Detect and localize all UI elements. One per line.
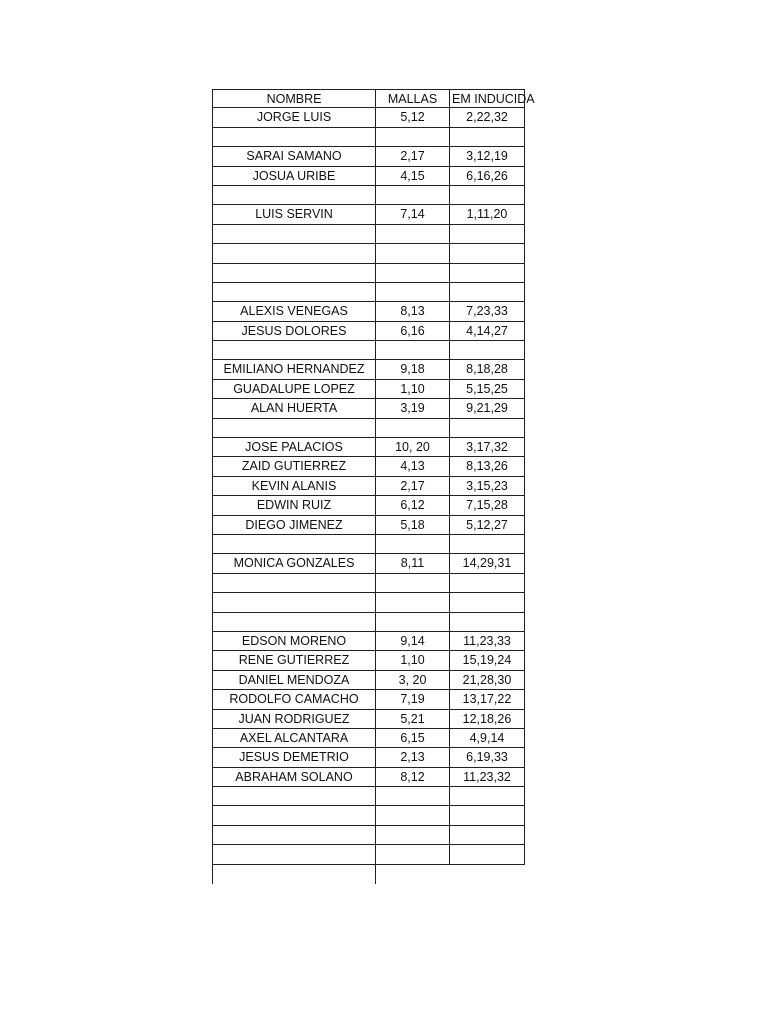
table-body bbox=[212, 108, 532, 864]
cell-inducida[interactable]: 6,19,33 bbox=[450, 748, 525, 767]
cell-mallas[interactable] bbox=[376, 283, 450, 302]
table-row bbox=[212, 554, 532, 573]
cell-mallas[interactable]: 1,10 bbox=[376, 651, 450, 670]
trailing-row bbox=[212, 865, 532, 884]
table-row bbox=[212, 419, 532, 438]
cell-nombre[interactable]: JOSE PALACIOS bbox=[212, 438, 376, 457]
cell-inducida[interactable] bbox=[450, 186, 525, 205]
trailing-cell-mallas[interactable] bbox=[376, 865, 450, 884]
cell-inducida[interactable]: 6,16,26 bbox=[450, 167, 525, 186]
cell-nombre[interactable] bbox=[212, 593, 376, 612]
cell-nombre[interactable]: RODOLFO CAMACHO bbox=[212, 690, 376, 709]
cell-mallas[interactable]: 10, 20 bbox=[376, 438, 450, 457]
cell-inducida[interactable] bbox=[450, 613, 525, 632]
cell-inducida[interactable]: 15,19,24 bbox=[450, 651, 525, 670]
cell-inducida[interactable]: 5,15,25 bbox=[450, 380, 525, 399]
cell-mallas[interactable]: 1,10 bbox=[376, 380, 450, 399]
cell-inducida[interactable] bbox=[450, 806, 525, 825]
cell-nombre[interactable] bbox=[212, 225, 376, 244]
table-row bbox=[212, 477, 532, 496]
header-inducida[interactable]: EM INDUCIDA bbox=[450, 89, 525, 108]
cell-nombre[interactable]: ZAID GUTIERREZ bbox=[212, 457, 376, 476]
cell-mallas[interactable] bbox=[376, 826, 450, 845]
cell-inducida[interactable]: 14,29,31 bbox=[450, 554, 525, 573]
table-row bbox=[212, 341, 532, 360]
cell-nombre[interactable]: EDWIN RUIZ bbox=[212, 496, 376, 515]
table-row bbox=[212, 574, 532, 593]
table-row bbox=[212, 147, 532, 166]
cell-mallas[interactable]: 3,19 bbox=[376, 399, 450, 418]
table-row bbox=[212, 826, 532, 845]
table-row bbox=[212, 593, 532, 612]
cell-nombre[interactable]: JUAN RODRIGUEZ bbox=[212, 710, 376, 729]
cell-nombre[interactable] bbox=[212, 341, 376, 360]
trailing-cell-nombre[interactable] bbox=[212, 865, 376, 884]
cell-inducida[interactable] bbox=[450, 244, 525, 263]
table-row bbox=[212, 516, 532, 535]
cell-nombre[interactable]: JOSUA URIBE bbox=[212, 167, 376, 186]
cell-mallas[interactable]: 2,13 bbox=[376, 748, 450, 767]
cell-mallas[interactable] bbox=[376, 186, 450, 205]
cell-nombre[interactable] bbox=[212, 845, 376, 864]
cell-nombre[interactable]: ALEXIS VENEGAS bbox=[212, 302, 376, 321]
cell-nombre[interactable] bbox=[212, 574, 376, 593]
cell-inducida[interactable]: 1,11,20 bbox=[450, 205, 525, 224]
cell-mallas[interactable] bbox=[376, 574, 450, 593]
cell-inducida[interactable] bbox=[450, 787, 525, 806]
table-row bbox=[212, 613, 532, 632]
cell-nombre[interactable]: DIEGO JIMENEZ bbox=[212, 516, 376, 535]
cell-inducida[interactable]: 4,14,27 bbox=[450, 322, 525, 341]
cell-inducida[interactable] bbox=[450, 225, 525, 244]
table-row bbox=[212, 244, 532, 263]
table-row bbox=[212, 710, 532, 729]
cell-mallas[interactable] bbox=[376, 244, 450, 263]
cell-inducida[interactable]: 8,13,26 bbox=[450, 457, 525, 476]
cell-mallas[interactable] bbox=[376, 787, 450, 806]
cell-mallas[interactable] bbox=[376, 593, 450, 612]
cell-inducida[interactable]: 12,18,26 bbox=[450, 710, 525, 729]
cell-inducida[interactable]: 2,22,32 bbox=[450, 108, 525, 127]
table-row bbox=[212, 322, 532, 341]
cell-nombre[interactable] bbox=[212, 535, 376, 554]
cell-nombre[interactable]: ALAN HUERTA bbox=[212, 399, 376, 418]
cell-mallas[interactable]: 6,16 bbox=[376, 322, 450, 341]
table-row bbox=[212, 302, 532, 321]
cell-mallas[interactable]: 2,17 bbox=[376, 477, 450, 496]
cell-mallas[interactable] bbox=[376, 128, 450, 147]
cell-mallas[interactable] bbox=[376, 845, 450, 864]
cell-inducida[interactable] bbox=[450, 845, 525, 864]
cell-mallas[interactable] bbox=[376, 341, 450, 360]
cell-nombre[interactable]: EDSON MORENO bbox=[212, 632, 376, 651]
cell-nombre[interactable]: JESUS DEMETRIO bbox=[212, 748, 376, 767]
table-row bbox=[212, 167, 532, 186]
cell-mallas[interactable]: 2,17 bbox=[376, 147, 450, 166]
cell-inducida[interactable]: 11,23,33 bbox=[450, 632, 525, 651]
cell-mallas[interactable] bbox=[376, 264, 450, 283]
header-mallas[interactable]: MALLAS bbox=[376, 89, 450, 108]
cell-mallas[interactable] bbox=[376, 806, 450, 825]
cell-mallas[interactable]: 4,15 bbox=[376, 167, 450, 186]
table-row bbox=[212, 651, 532, 670]
cell-inducida[interactable]: 5,12,27 bbox=[450, 516, 525, 535]
table-row bbox=[212, 845, 532, 864]
cell-inducida[interactable]: 8,18,28 bbox=[450, 360, 525, 379]
cell-mallas[interactable]: 5,21 bbox=[376, 710, 450, 729]
cell-mallas[interactable] bbox=[376, 535, 450, 554]
cell-nombre[interactable]: RENE GUTIERREZ bbox=[212, 651, 376, 670]
cell-nombre[interactable] bbox=[212, 806, 376, 825]
cell-mallas[interactable] bbox=[376, 225, 450, 244]
table-row bbox=[212, 632, 532, 651]
table-row bbox=[212, 399, 532, 418]
cell-inducida[interactable] bbox=[450, 341, 525, 360]
cell-nombre[interactable] bbox=[212, 186, 376, 205]
cell-mallas[interactable]: 5,12 bbox=[376, 108, 450, 127]
cell-inducida[interactable] bbox=[450, 574, 525, 593]
table-row bbox=[212, 768, 532, 787]
cell-inducida[interactable] bbox=[450, 419, 525, 438]
cell-nombre[interactable] bbox=[212, 787, 376, 806]
cell-mallas[interactable]: 8,11 bbox=[376, 554, 450, 573]
cell-nombre[interactable]: AXEL ALCANTARA bbox=[212, 729, 376, 748]
table-row bbox=[212, 380, 532, 399]
cell-nombre[interactable]: JESUS DOLORES bbox=[212, 322, 376, 341]
table-row bbox=[212, 690, 532, 709]
cell-nombre[interactable]: KEVIN ALANIS bbox=[212, 477, 376, 496]
table-row bbox=[212, 108, 532, 127]
header-row bbox=[212, 89, 535, 108]
table-row bbox=[212, 457, 532, 476]
cell-inducida[interactable] bbox=[450, 128, 525, 147]
cell-nombre[interactable]: DANIEL MENDOZA bbox=[212, 671, 376, 690]
cell-inducida[interactable]: 3,12,19 bbox=[450, 147, 525, 166]
cell-inducida[interactable] bbox=[450, 535, 525, 554]
table-row bbox=[212, 264, 532, 283]
cell-mallas[interactable]: 9,14 bbox=[376, 632, 450, 651]
cell-inducida[interactable]: 7,15,28 bbox=[450, 496, 525, 515]
cell-inducida[interactable] bbox=[450, 826, 525, 845]
cell-nombre[interactable]: ABRAHAM SOLANO bbox=[212, 768, 376, 787]
cell-nombre[interactable]: MONICA GONZALES bbox=[212, 554, 376, 573]
spreadsheet-table bbox=[212, 89, 535, 884]
cell-nombre[interactable] bbox=[212, 826, 376, 845]
cell-mallas[interactable]: 7,19 bbox=[376, 690, 450, 709]
cell-mallas[interactable]: 3, 20 bbox=[376, 671, 450, 690]
cell-inducida[interactable]: 4,9,14 bbox=[450, 729, 525, 748]
cell-mallas[interactable]: 7,14 bbox=[376, 205, 450, 224]
cell-nombre[interactable]: JORGE LUIS bbox=[212, 108, 376, 127]
table-row bbox=[212, 748, 532, 767]
table-row bbox=[212, 128, 532, 147]
table-row bbox=[212, 671, 532, 690]
table-row bbox=[212, 535, 532, 554]
cell-nombre[interactable]: SARAI SAMANO bbox=[212, 147, 376, 166]
table-row bbox=[212, 496, 532, 515]
cell-inducida[interactable]: 3,15,23 bbox=[450, 477, 525, 496]
table-row bbox=[212, 438, 532, 457]
table-row bbox=[212, 729, 532, 748]
cell-inducida[interactable]: 3,17,32 bbox=[450, 438, 525, 457]
cell-nombre[interactable] bbox=[212, 419, 376, 438]
cell-mallas[interactable] bbox=[376, 613, 450, 632]
cell-nombre[interactable] bbox=[212, 264, 376, 283]
cell-mallas[interactable]: 5,18 bbox=[376, 516, 450, 535]
cell-mallas[interactable] bbox=[376, 419, 450, 438]
header-nombre[interactable]: NOMBRE bbox=[212, 89, 376, 108]
cell-mallas[interactable]: 8,12 bbox=[376, 768, 450, 787]
cell-nombre[interactable] bbox=[212, 613, 376, 632]
cell-nombre[interactable]: LUIS SERVIN bbox=[212, 205, 376, 224]
cell-inducida[interactable]: 7,23,33 bbox=[450, 302, 525, 321]
table-row bbox=[212, 787, 532, 806]
table-row bbox=[212, 186, 532, 205]
cell-nombre[interactable]: GUADALUPE LOPEZ bbox=[212, 380, 376, 399]
cell-nombre[interactable] bbox=[212, 283, 376, 302]
cell-mallas[interactable]: 4,13 bbox=[376, 457, 450, 476]
cell-mallas[interactable]: 8,13 bbox=[376, 302, 450, 321]
cell-inducida[interactable]: 11,23,32 bbox=[450, 768, 525, 787]
cell-mallas[interactable]: 6,12 bbox=[376, 496, 450, 515]
cell-inducida[interactable] bbox=[450, 283, 525, 302]
cell-mallas[interactable]: 9,18 bbox=[376, 360, 450, 379]
cell-inducida[interactable] bbox=[450, 264, 525, 283]
cell-mallas[interactable]: 6,15 bbox=[376, 729, 450, 748]
cell-inducida[interactable]: 9,21,29 bbox=[450, 399, 525, 418]
table-row bbox=[212, 283, 532, 302]
cell-inducida[interactable] bbox=[450, 593, 525, 612]
table-row bbox=[212, 360, 532, 379]
cell-inducida[interactable]: 21,28,30 bbox=[450, 671, 525, 690]
cell-nombre[interactable] bbox=[212, 128, 376, 147]
cell-nombre[interactable]: EMILIANO HERNANDEZ bbox=[212, 360, 376, 379]
table-row bbox=[212, 205, 532, 224]
cell-nombre[interactable] bbox=[212, 244, 376, 263]
table-row bbox=[212, 225, 532, 244]
cell-inducida[interactable]: 13,17,22 bbox=[450, 690, 525, 709]
table-row bbox=[212, 806, 532, 825]
